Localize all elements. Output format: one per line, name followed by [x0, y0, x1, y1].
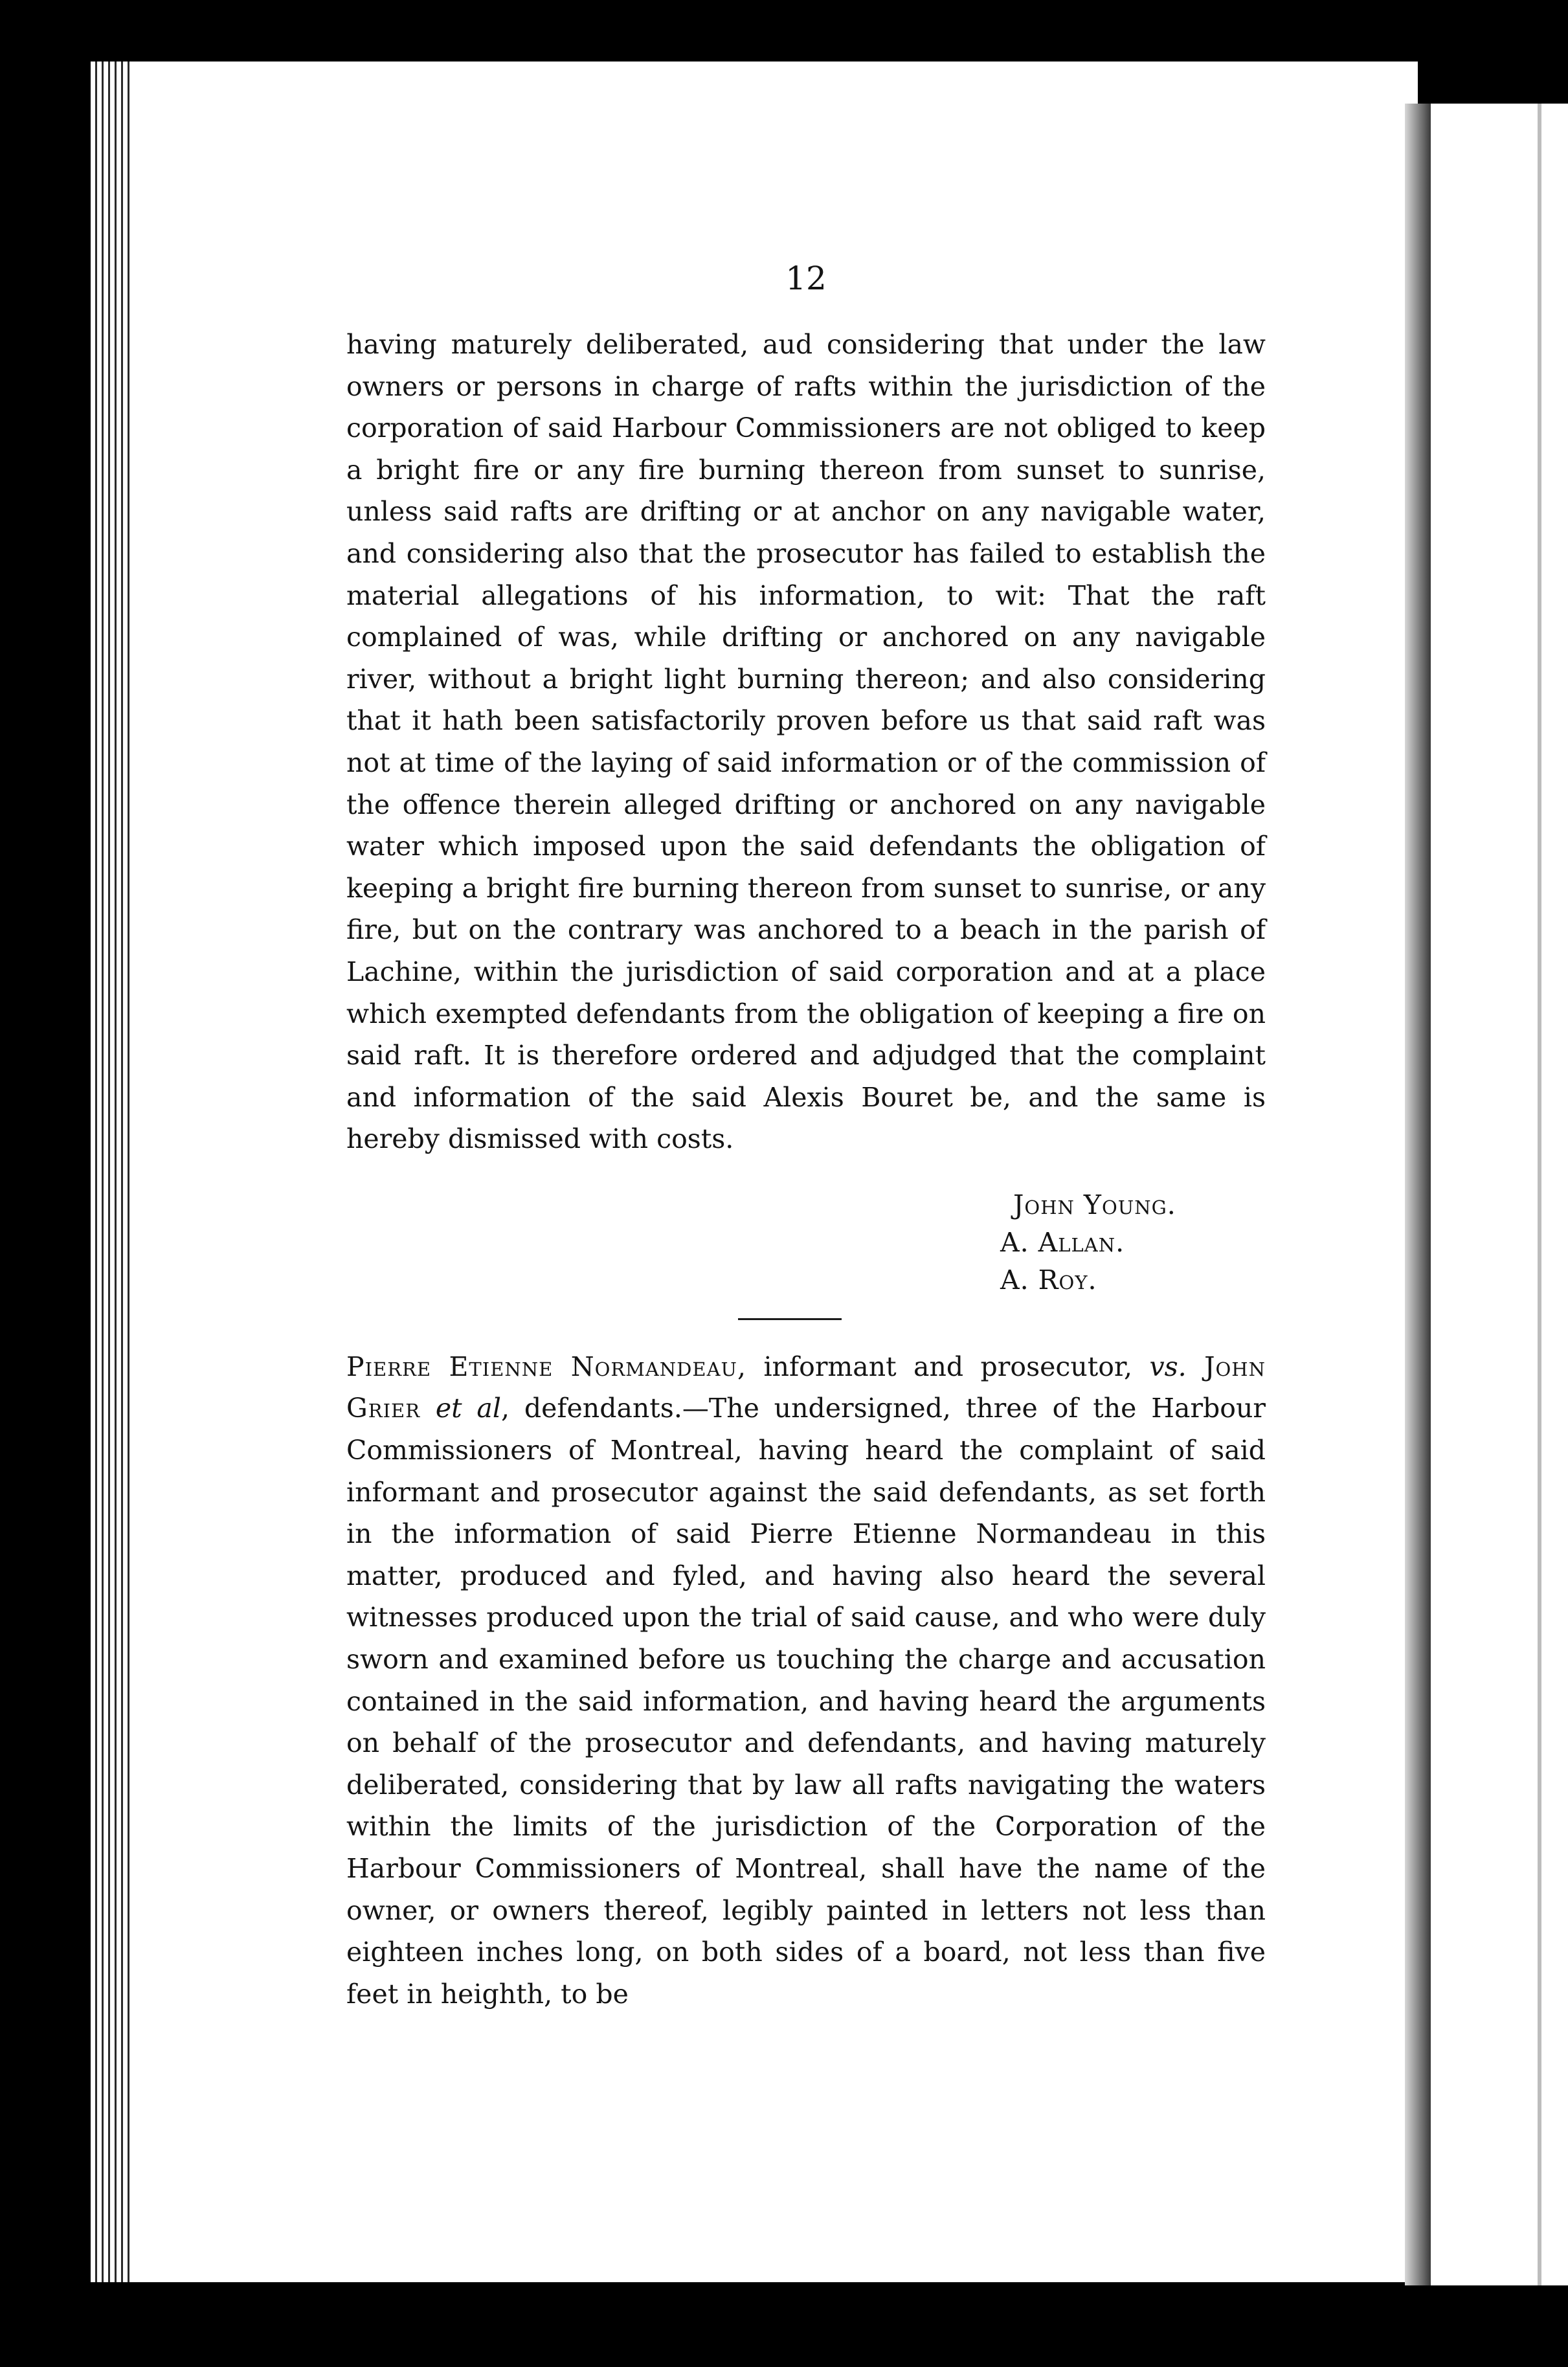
signature-john-young: John Young. — [1013, 1189, 1176, 1220]
signature-a-allan: A. Allan. — [1000, 1226, 1125, 1258]
page-text — [346, 259, 1266, 2015]
page-number: 12 — [785, 260, 827, 297]
defendant-name: John Grier — [346, 1351, 1266, 1424]
facing-page-rule — [1538, 104, 1541, 2285]
facing-page-edge — [1431, 104, 1568, 2285]
binding-shadow — [1405, 104, 1431, 2285]
signature-a-roy: A. Roy. — [1000, 1264, 1097, 1296]
versus-label: vs. — [1149, 1351, 1187, 1382]
book-page-edges — [91, 62, 136, 2282]
section-divider — [738, 1318, 842, 1320]
informant-role: informant and prosecutor, — [746, 1351, 1150, 1382]
signature-block — [346, 1186, 1266, 1299]
judgment-paragraph: having maturely deliberated, aud considering that under the law owners or persons in charge of rafts within the jurisdiction of the corporation of said Harbour Commissioners are not obliged to keep a bright fire or any fire burning thereon from sunset to sunrise, unless said rafts are drifting or at anchor on any navigable water, and considering also that the prosecutor has failed to establish the material allegations of his information, to wit: That the raft complained of was, while drifting or anchored on any navigable river, without a bright light burning thereon; and also considering that it hath been satisfactorily proven before us that said raft was not at time of the laying of said information or of the commission of the offence therein alleged drifting or anchored on any navigable water which imposed upon the said defendants the obligation of keeping a bright fire burning thereon from sunset to sunrise, or any fire, but on the contrary was anchored to a beach in the parish of Lachine, within the jurisdiction of said corporation and at a place which exempted defendants from the obligation of keeping a fire on said raft. It is therefore ordered and adjudged that the complaint and information of the said Alexis Bouret be, and the same is hereby dismissed with costs. — [346, 329, 1266, 1155]
informant-name: Pierre Etienne Normandeau, — [346, 1351, 747, 1382]
et-al-label: et al — [435, 1393, 501, 1424]
case-body: , defendants.—The undersigned, three of the Harbour Commissioners of Montreal, having heard the complaint of said informant and prosecutor against the said defendants, as set forth in the information of said Pierre Etienne Normandeau in this matter, produced and fyled, and having also heard the several witnesses produced upon the trial of said cause, and who were duly sworn and examined before us touching the charge and accusation contained in the said information, and having heard the arguments on behalf of the prosecutor and defendants, and having maturely deliberated, considering that by law all rafts navigating the waters within the limits of the jurisdiction of the Corporation of the Harbour Commissioners of Montreal, shall have the name of the owner, or owners thereof, legibly painted in letters not less than eighteen inches long, on both sides of a board, not less than five feet in heighth, to be — [346, 1393, 1266, 2010]
case-paragraph — [346, 1346, 1266, 2015]
